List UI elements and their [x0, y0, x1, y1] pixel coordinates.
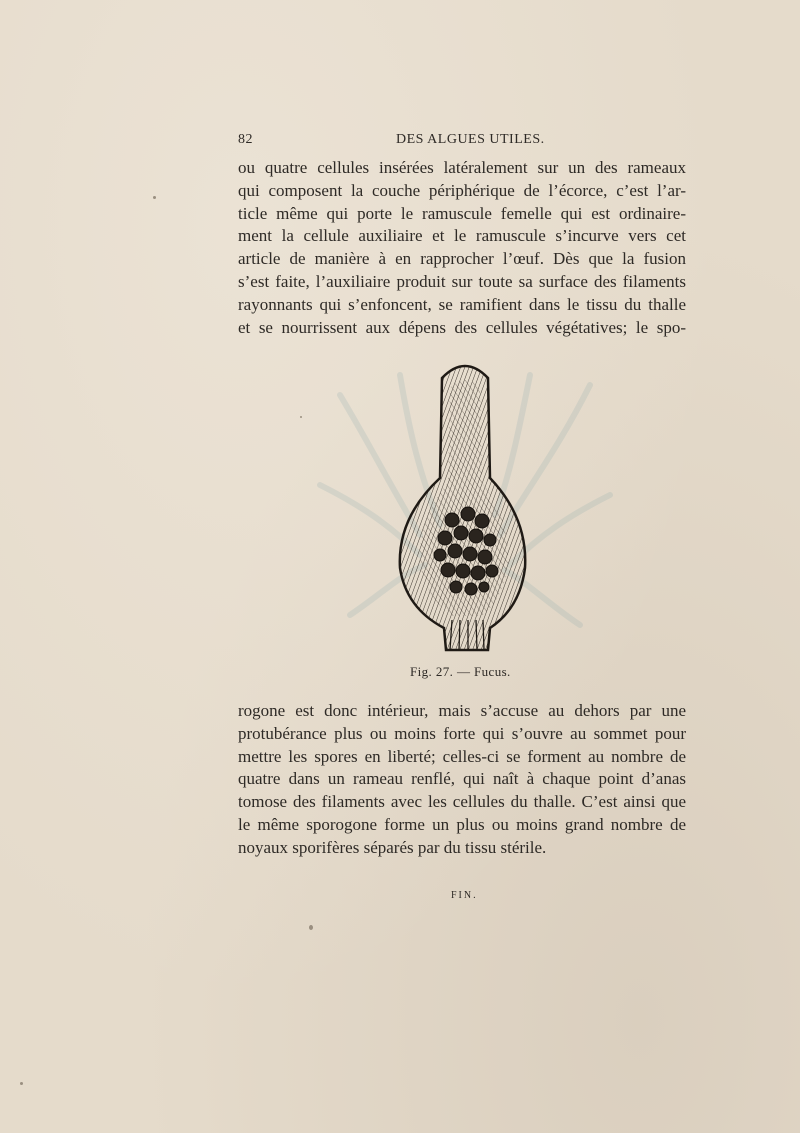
fucus-illustration	[370, 358, 560, 653]
paper-speck	[20, 1082, 23, 1085]
paper-speck	[309, 925, 313, 930]
text-line: et se nourrissent aux dépens des cellules végétatives; le spo-	[238, 317, 686, 337]
paragraph-bottom	[238, 700, 686, 860]
page-header	[238, 132, 686, 152]
paper-speck	[153, 196, 156, 199]
figure-caption: Fig. 27. — Fucus.	[410, 664, 511, 679]
text-line: protubérance plus ou moins forte qui s’ouvre au sommet pour	[238, 723, 686, 743]
text-line: ment la cellule auxiliaire et le ramuscule s’incurve vers cet	[238, 226, 686, 246]
text-line: tomose des filaments avec les cellules du thalle. C’est ainsi que	[238, 792, 686, 812]
page-number: 82	[238, 132, 253, 147]
text-line: quatre dans un rameau renflé, qui naît à chaque point d’anas	[238, 769, 686, 789]
text-line: ticle même qui porte le ramuscule femelle qui est ordinaire-	[238, 203, 686, 223]
text-line: rayonnants qui s’enfoncent, se ramifient dans le tissu du thalle	[238, 294, 686, 314]
paper-speck	[300, 416, 302, 418]
text-line: ou quatre cellules insérées latéralement sur un des rameaux	[238, 158, 686, 177]
text-line: article de manière à en rapprocher l’œuf. Dès que la fusion	[238, 249, 686, 269]
paragraph-top	[238, 157, 686, 339]
text-line: rogone est donc intérieur, mais s’accuse au dehors par une	[238, 701, 686, 720]
end-mark: FIN.	[451, 890, 478, 901]
text-line: le même sporogone forme un plus ou moins grand nombre de	[238, 814, 686, 834]
running-title: DES ALGUES UTILES.	[396, 132, 545, 147]
text-line: qui composent la couche périphérique de l’écorce, c’est l’ar-	[238, 180, 686, 200]
text-line: noyaux sporifères séparés par du tissu stérile.	[238, 837, 547, 857]
text-line: s’est faite, l’auxiliaire produit sur toute sa surface des filaments	[238, 271, 686, 291]
text-line: mettre les spores en liberté; celles-ci se forment au nombre de	[238, 746, 686, 766]
